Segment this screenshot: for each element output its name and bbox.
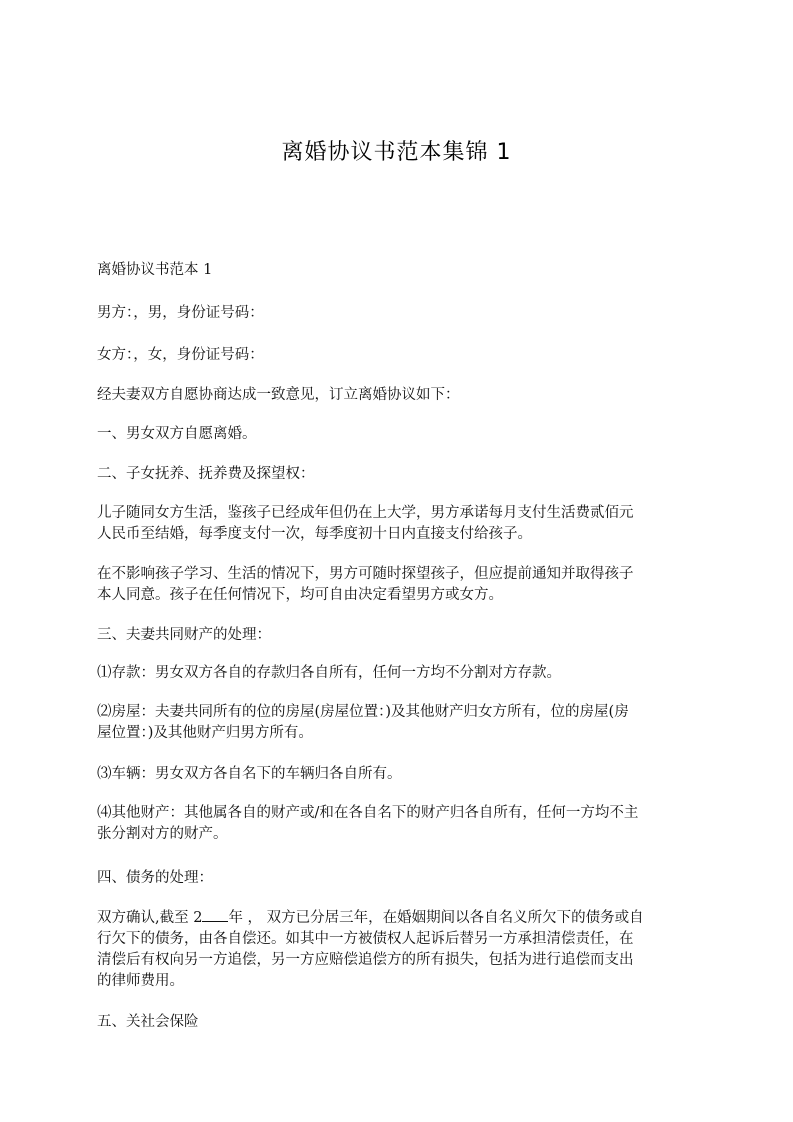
text-line: 张分割对方的财产。	[97, 826, 228, 842]
text-line: 清偿后有权向另一方追偿，另一方应赔偿追偿方的所有损失，包括为进行追偿而支出	[97, 952, 634, 968]
paragraph-male-party: 男方：，男，身份证号码：	[97, 305, 264, 321]
debt-date-prefix: 双方确认,截至 2	[97, 910, 203, 926]
blank-underline	[202, 906, 228, 922]
section-heading-debts: 四、债务的处理：	[97, 870, 213, 886]
paragraph-savings: ⑴存款：男女双方各自的存款归各自所有，任何一方均不分割对方存款。	[97, 665, 561, 681]
paragraph-vehicles: ⑶车辆：男女双方各自名下的车辆归各自所有。	[97, 766, 402, 782]
document-subtitle: 离婚协议书范本 1	[97, 262, 213, 278]
text-line: 在不影响孩子学习、生活的情况下，男方可随时探望孩子，但应提前通知并取得孩子	[97, 566, 634, 582]
paragraph-intro: 经夫妻双方自愿协商达成一致意见，订立离婚协议如下：	[97, 387, 460, 403]
text-line: ⑷其他财产：其他属各自的财产或/和在各自名下的财产归各自所有，任何一方均不主	[97, 805, 639, 821]
text-line: 屋位置：)及其他财产归男方所有。	[97, 725, 313, 741]
paragraph-housing	[97, 702, 707, 744]
debt-date-suffix: 年 ， 双方已分居三年，在婚姻期间以各自名义所欠下的债务或自	[228, 910, 644, 926]
section-heading-property: 三、夫妻共同财产的处理：	[97, 627, 271, 643]
text-line: ⑵房屋：夫妻共同所有的位的房屋(房屋位置：)及其他财产归女方所有，位的房屋(房	[97, 704, 629, 720]
paragraph-debts	[97, 906, 707, 992]
paragraph-female-party: 女方：，女，身份证号码：	[97, 347, 264, 363]
text-line: 行欠下的债务，由各自偿还。如其中一方被债权人起诉后替另一方承担清偿责任，在	[97, 931, 634, 947]
section-heading-child-custody: 二、子女抚养、抚养费及探望权：	[97, 466, 315, 482]
paragraph-visitation	[97, 564, 707, 606]
document-title: 离婚协议书范本集锦 1	[281, 140, 512, 165]
text-line	[97, 906, 707, 929]
text-line: 本人同意。孩子在任何情况下，均可自由决定看望男方或女方。	[97, 587, 503, 603]
text-line: 人民币至结婚，每季度支付一次，每季度初十日内直接支付给孩子。	[97, 526, 532, 542]
section-heading-social-insurance: 五、关社会保险	[97, 1014, 199, 1030]
text-line: 儿子随同女方生活，鉴孩子已经成年但仍在上大学，男方承诺每月支付生活费贰佰元	[97, 505, 634, 521]
paragraph-child-support	[97, 503, 707, 545]
paragraph-other-property	[97, 803, 707, 845]
section-heading-divorce: 一、男女双方自愿离婚。	[97, 426, 257, 442]
text-line: 的律师费用。	[97, 973, 184, 989]
